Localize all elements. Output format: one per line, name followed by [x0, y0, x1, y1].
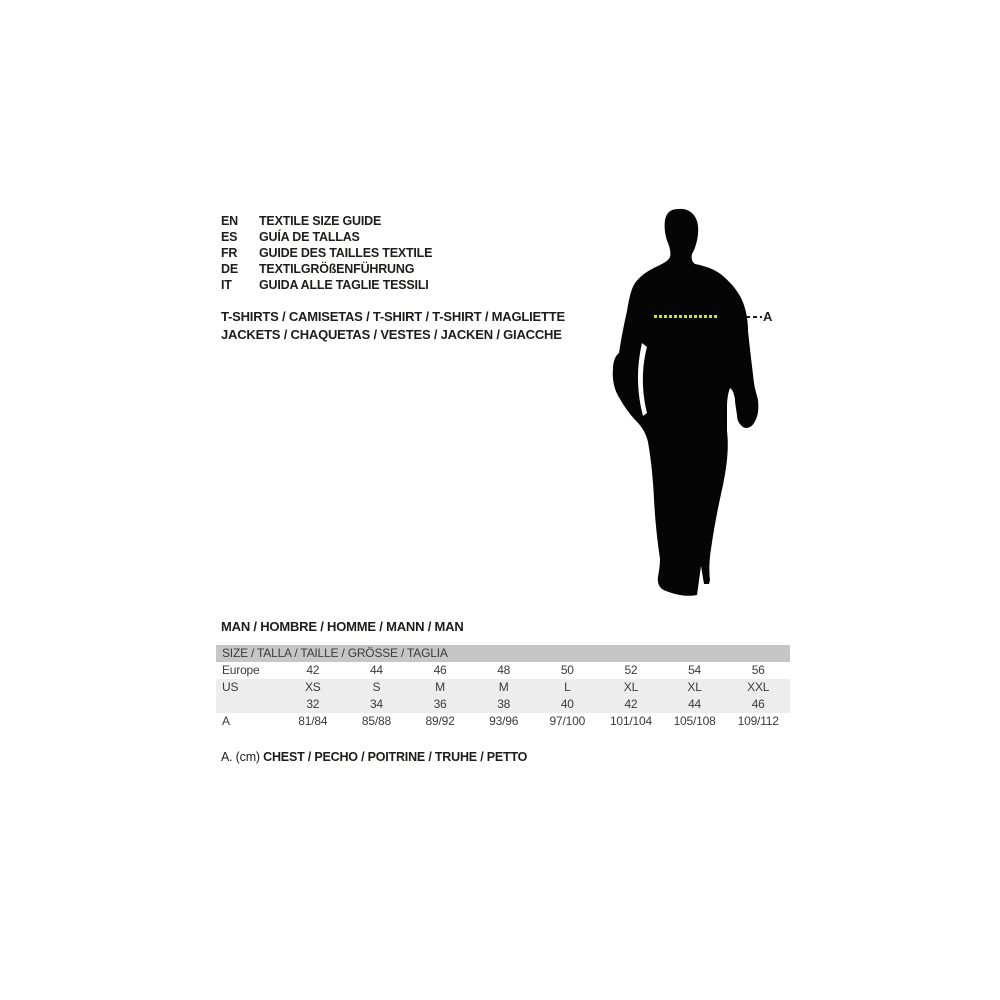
garment-line-tshirts: T-SHIRTS / CAMISETAS / T-SHIRT / T-SHIRT / MAGLIETTE	[221, 309, 565, 324]
chest-measure-dash-leader	[746, 316, 762, 318]
size-table-header: SIZE / TALLA / TAILLE / GRÖSSE / TAGLIA	[216, 645, 790, 662]
size-cell: XL	[687, 680, 702, 694]
man-silhouette	[597, 203, 767, 603]
size-cell: XL	[623, 680, 639, 694]
table-row-chest-cm	[216, 713, 790, 730]
size-cell: 32	[306, 697, 320, 711]
size-cell: 46	[751, 697, 765, 711]
table-row-europe	[216, 662, 790, 679]
size-cell: 54	[688, 663, 702, 677]
chest-measure-dotted-line	[654, 315, 718, 318]
guide-title: TEXTILE SIZE GUIDE	[259, 214, 382, 228]
footnote-prefix: A. (cm)	[221, 750, 264, 764]
size-cell: 81/84	[298, 714, 328, 728]
size-cell: 48	[497, 663, 511, 677]
size-cell: M	[498, 680, 509, 694]
size-cell: L	[564, 680, 571, 694]
size-cell: 46	[433, 663, 447, 677]
size-cell: XS	[305, 680, 321, 694]
section-title-man: MAN / HOMBRE / HOMME / MANN / MAN	[221, 619, 464, 634]
row-label: US	[222, 680, 239, 694]
table-row-us-letters	[216, 679, 790, 696]
row-label	[216, 696, 281, 713]
guide-title: GUIDE DES TAILLES TEXTILE	[259, 246, 433, 260]
size-cell: M	[435, 680, 445, 694]
size-table	[216, 645, 790, 730]
table-row-us-numeric	[216, 696, 790, 713]
size-cell: 38	[497, 697, 511, 711]
lang-code: EN	[221, 214, 238, 228]
measurement-marker-label: A	[763, 309, 773, 324]
size-cell: 42	[306, 663, 320, 677]
row-label: A	[222, 714, 230, 728]
size-cell: 42	[624, 697, 638, 711]
size-cell: S	[372, 680, 381, 694]
size-cell: 101/104	[609, 714, 652, 728]
guide-title: GUIDA ALLE TAGLIE TESSILI	[259, 278, 429, 292]
size-cell: 93/96	[489, 714, 519, 728]
measurement-footnote	[221, 750, 527, 764]
size-cell: 109/112	[737, 714, 779, 728]
footnote-label: CHEST / PECHO / POITRINE / TRUHE / PETTO	[263, 750, 528, 764]
size-cell: 50	[560, 663, 574, 677]
size-cell: 97/100	[549, 714, 586, 728]
size-cell: 34	[369, 697, 383, 711]
guide-title: TEXTILGRÖßENFÜHRUNG	[259, 262, 415, 276]
size-cell: 105/108	[673, 714, 716, 728]
size-cell: 36	[433, 697, 447, 711]
size-cell: 40	[560, 697, 574, 711]
language-guide-list	[221, 213, 432, 293]
lang-code: ES	[221, 230, 238, 244]
size-cell: 44	[688, 697, 702, 711]
size-cell: 44	[369, 663, 383, 677]
size-cell: 52	[624, 663, 638, 677]
guide-title: GUÍA DE TALLAS	[259, 230, 360, 244]
size-cell: 89/92	[425, 714, 455, 728]
size-cell: 85/88	[361, 714, 391, 728]
lang-code: IT	[221, 278, 232, 292]
size-cell: XXL	[747, 680, 770, 694]
lang-code: DE	[221, 262, 238, 276]
lang-code: FR	[221, 246, 238, 260]
garment-line-jackets: JACKETS / CHAQUETAS / VESTES / JACKEN / GIACCHE	[221, 327, 562, 342]
garment-categories	[221, 308, 565, 344]
row-label: Europe	[222, 663, 260, 677]
size-cell: 56	[751, 663, 765, 677]
